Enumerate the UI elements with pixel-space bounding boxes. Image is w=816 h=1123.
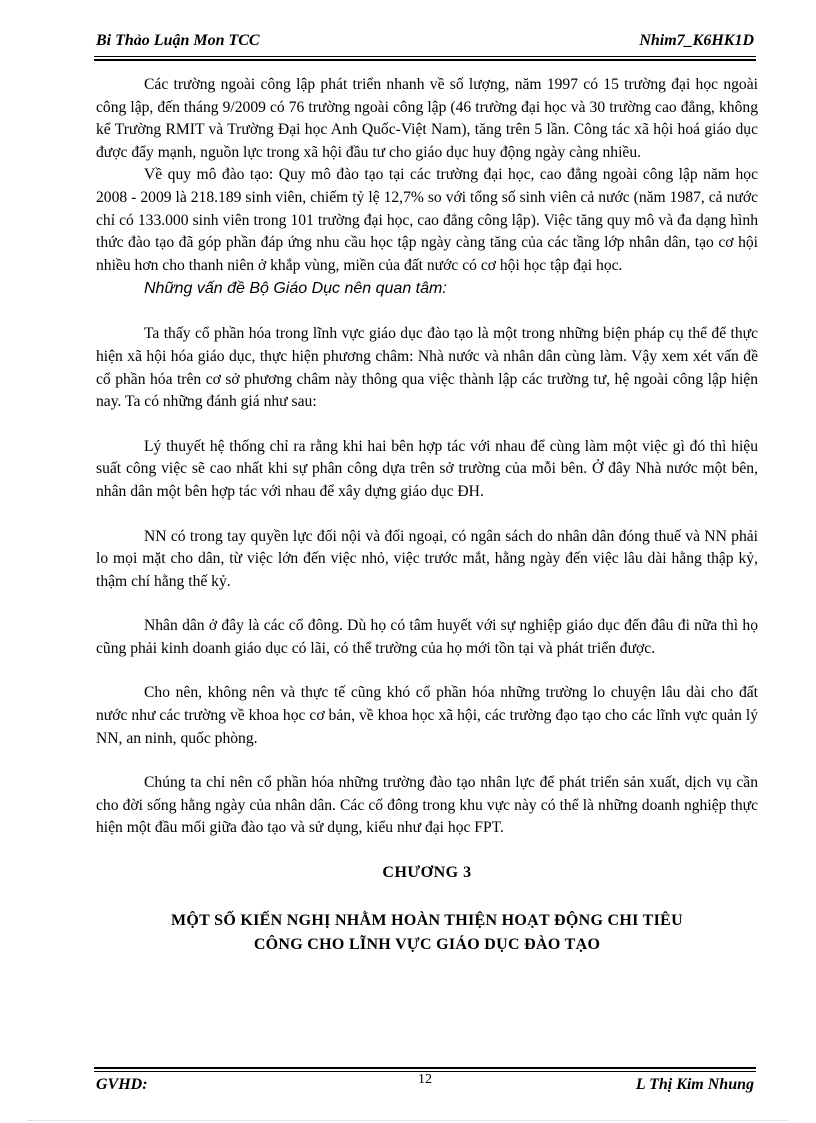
footer-left-text: GVHD:: [96, 1076, 148, 1093]
footer-rule-thick: [94, 1067, 756, 1069]
paragraph: NN có trong tay quyền lực đối nội và đối ngoại, có ngân sách do nhân dân đóng thuế và NN phải lo mọi mặt cho dân, từ việc lớn đến việc nhỏ, việc trước mắt, hằng ngày đến việc lâu dài hằng thập kỷ, thậm chí hằng thế kỷ.: [96, 527, 758, 590]
paragraph: Chúng ta chỉ nên cổ phần hóa những trường đào tạo nhân lực để phát triển sản xuất, dịch vụ cần cho đời sống hằng ngày của nhân dân. Các cổ đông trong khu vực này có thể là những doanh nghiệp thực hiện một đầu mối giữa đào tạo và sử dụng, kiểu như đại học FPT.: [96, 774, 758, 837]
chapter-title-line: CÔNG CHO LĨNH VỰC GIÁO DỤC ĐÀO TẠO: [253, 935, 601, 953]
header-rule: [94, 56, 756, 57]
paragraph: Lý thuyết hệ thống chỉ ra rằng khi hai bên hợp tác với nhau để cùng làm một việc gì đó thì hiệu suất công việc sẽ cao nhất khi sự phân công dựa trên sở trường của mỗi bên. Ở đây Nhà nước một bên, nhân dân một bên hợp tác với nhau để xây dựng giáo dục ĐH.: [96, 437, 758, 500]
footer-right-text: L Thị Kim Nhung: [635, 1076, 754, 1093]
header-rule-thick: [94, 59, 756, 61]
page-number: 12: [418, 1072, 432, 1087]
header-left-text: Bi Thảo Luận Mon TCC: [96, 32, 260, 49]
document-body: [96, 74, 758, 957]
paragraph: Các trường ngoài công lập phát triển nhanh về số lượng, năm 1997 có 15 trường đại học ngoài công lập, đến tháng 9/2009 có 76 trường ngoài công lập (46 trường đại học và 30 trường cao đẳng, không kể Trường RMIT và Trường Đại học Anh Quốc-Việt Nam), tăng trên 5 lần. Công tác xã hội hoá giáo dục được đẩy mạnh, nguồn lực trong xã hội đầu tư cho giáo dục huy động ngày càng nhiều.: [96, 76, 758, 161]
paragraph: Về quy mô đào tạo: Quy mô đào tạo tại các trường đại học, cao đẳng ngoài công lập năm học 2008 - 2009 là 218.189 sinh viên, chiếm tỷ lệ 12,7% so với tổng số sinh viên cả nước (năm 1987, cả nước chỉ có 133.000 sinh viên trong 101 trường đại học, cao đẳng công lập). Việc tăng quy mô và đa dạng hình thức đào tạo đã góp phần đáp ứng nhu cầu học tập ngày càng tăng của các tầng lớp nhân dân, tạo cơ hội nhiều hơn cho thanh niên ở khắp vùng, miền của đất nước có cơ hội học tập đại học.: [96, 166, 758, 274]
paragraph: Cho nên, không nên và thực tế cũng khó cổ phần hóa những trường lo chuyện lâu dài cho đất nước như các trường về khoa học cơ bản, về khoa học xã hội, các trường đạo tạo cho các lĩnh vực quản lý NN, an ninh, quốc phòng.: [96, 684, 758, 747]
chapter-title-line: MỘT SỐ KIẾN NGHỊ NHẰM HOÀN THIỆN HOẠT ĐỘNG CHI TIÊU: [171, 911, 683, 929]
header-right-text: Nhim7_K6HK1D: [639, 32, 754, 49]
page-header: [96, 30, 754, 56]
page-footer: [96, 1072, 754, 1098]
section-heading: Những vấn đề Bộ Giáo Dục nên quan tâm:: [144, 280, 447, 298]
paragraph: Ta thấy cổ phần hóa trong lĩnh vực giáo dục đào tạo là một trong những biện pháp cụ thể để thực hiện xã hội hóa giáo dục, thực hiện phương châm: Nhà nước và nhân dân cùng làm. Vậy xem xét vấn đề cổ phần hóa trên cơ sở phương châm này thông qua việc thành lập các trường tư, hệ ngoài công lập hiện nay. Ta có những đánh giá như sau:: [96, 325, 758, 411]
paragraph: Nhân dân ở đây là các cổ đông. Dù họ có tâm huyết với sự nghiệp giáo dục đến đâu đi nữa thì họ cũng phải kinh doanh giáo dục có lãi, có thể trường của họ mới tồn tại và phát triển được.: [96, 617, 758, 657]
chapter-title: [96, 909, 758, 957]
chapter-number: CHƯƠNG 3: [382, 864, 472, 882]
page-bottom-dotted-line: [28, 1120, 788, 1121]
